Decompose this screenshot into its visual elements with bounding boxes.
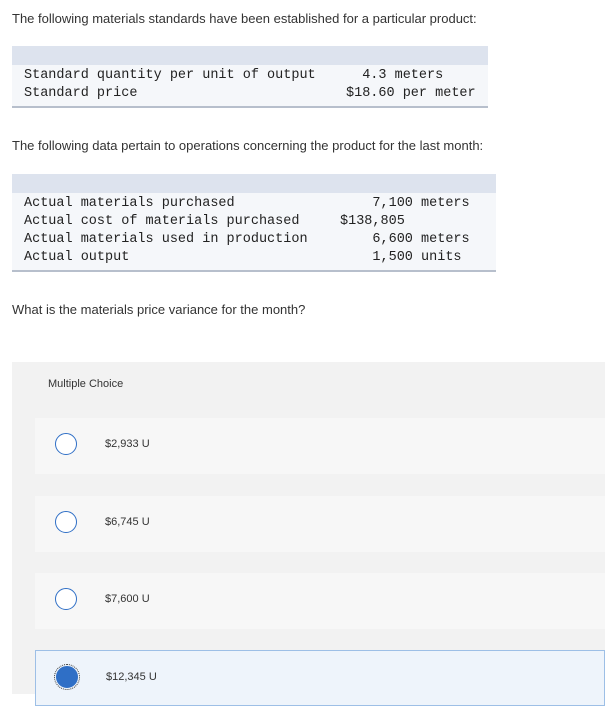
actuals-table: [12, 174, 496, 272]
option-label: $7,600 U: [105, 593, 150, 605]
radio-button-selected[interactable]: [56, 666, 78, 688]
row-label: Actual cost of materials purchased: [24, 214, 300, 229]
row-value: $138,805: [340, 214, 405, 229]
answer-option[interactable]: [35, 496, 605, 552]
multiple-choice-panel: [12, 362, 605, 694]
table-row: [12, 231, 496, 249]
row-label: Actual output: [24, 250, 130, 265]
radio-button[interactable]: [55, 433, 77, 455]
answer-option[interactable]: [35, 573, 605, 629]
table-row: [12, 249, 496, 267]
data-intro-text: The following data pertain to operations concerning the product for the last month:: [12, 138, 484, 153]
table-row: [12, 213, 496, 231]
option-label: $6,745 U: [105, 516, 150, 528]
table-row: [12, 67, 488, 85]
row-label: Actual materials used in production: [24, 232, 308, 247]
option-label: $2,933 U: [105, 438, 150, 450]
row-value: 6,600 meters: [340, 232, 470, 247]
intro-text: The following materials standards have been established for a particular product:: [12, 11, 477, 26]
row-value: 4.3 meters: [346, 68, 444, 83]
row-label: Standard price: [24, 86, 138, 101]
option-label: $12,345 U: [106, 671, 157, 683]
table-header: [12, 174, 496, 193]
table-row: [12, 195, 496, 213]
row-value: 7,100 meters: [340, 196, 470, 211]
table-header: [12, 46, 488, 65]
row-value: 1,500 units: [340, 250, 462, 265]
answer-option[interactable]: [35, 418, 605, 474]
standards-table: [12, 46, 488, 108]
radio-button[interactable]: [55, 511, 77, 533]
row-label: Standard quantity per unit of output: [24, 68, 316, 83]
radio-button[interactable]: [55, 588, 77, 610]
table-row: [12, 85, 488, 103]
multiple-choice-title: Multiple Choice: [48, 378, 124, 390]
question-text: What is the materials price variance for the month?: [12, 302, 306, 317]
answer-option-selected[interactable]: [35, 650, 605, 706]
row-label: Actual materials purchased: [24, 196, 235, 211]
row-value: $18.60 per meter: [346, 86, 476, 101]
